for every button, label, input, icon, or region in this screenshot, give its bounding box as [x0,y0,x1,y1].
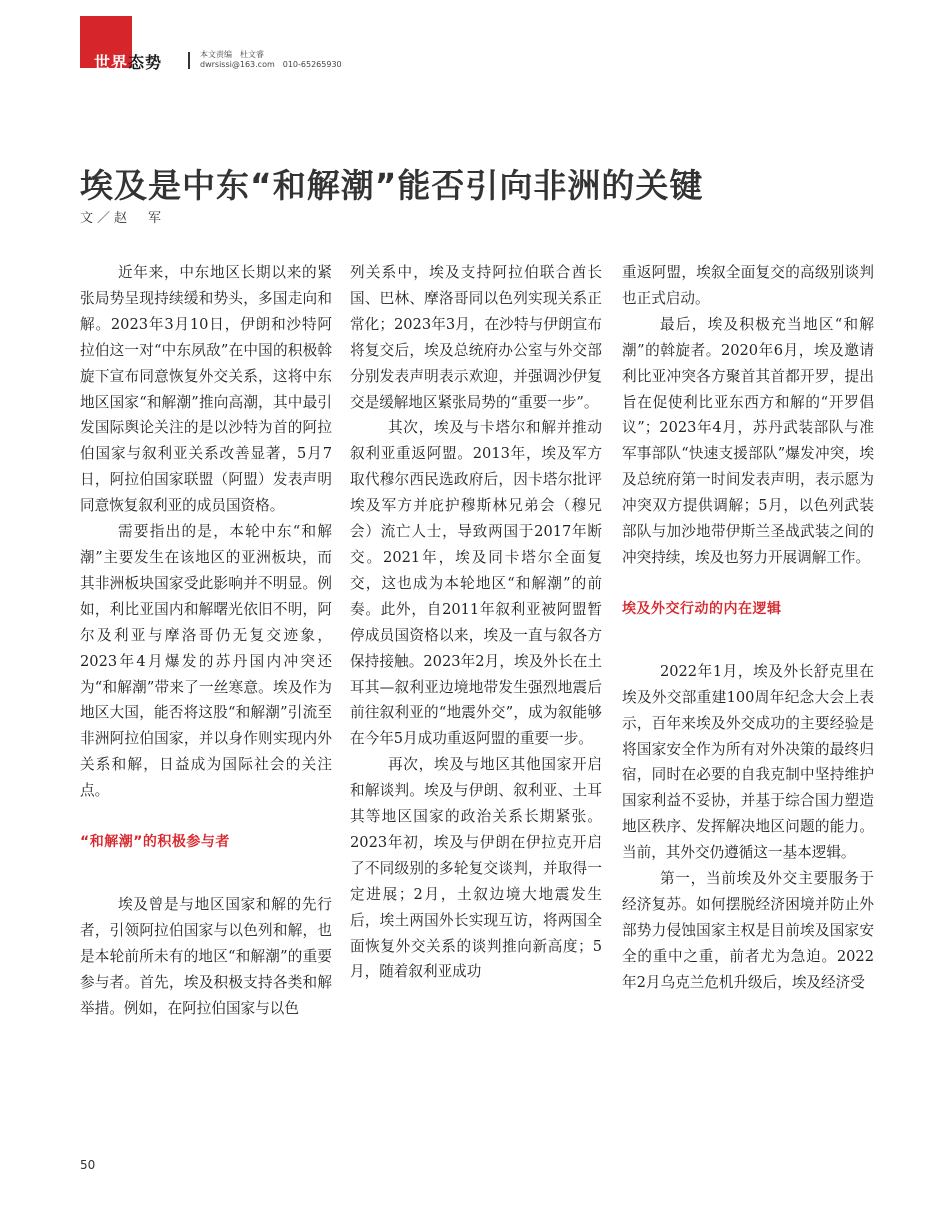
paragraph: 列关系中，埃及支持阿拉伯联合酋长国、巴林、摩洛哥同以色列实现关系正常化；2023年3月，在沙特与伊朗宣布将复交后，埃及总统府办公室与外交部分别发表声明表示欢迎，并强调沙伊复交是缓解地区紧张局势的“重要一步”。 [350,264,602,411]
paragraph: 需要指出的是，本轮中东“和解潮”主要发生在该地区的亚洲板块，而其非洲板块国家受此影响并不明显。例如，利比亚国内和解曙光依旧不明，阿尔及利亚与摩洛哥仍无复交迹象，2023年4月爆发的苏丹国内冲突还为“和解潮”带来了一丝寒意。埃及作为地区大国，能否将这股“和解潮”引流至非洲阿拉伯国家，并以身作则实现内外关系和解，日益成为国际社会的关注点。 [80,523,332,800]
paragraph: 2022年1月，埃及外长舒克里在埃及外交部重建100周年纪念大会上表示，百年来埃及外交成功的主要经验是将国家安全作为所有对外决策的最终归宿，同时在必要的自我克制中坚持维护国家利益不妥协，并基于综合国力塑造地区秩序、发挥解决地区问题的能力。当前，其外交仍遵循这一基本逻辑。 [622,662,874,862]
section-label-white: 世界 [94,53,129,72]
paragraph: 最后，埃及积极充当地区“和解潮”的斡旋者。2020年6月，埃及邀请利比亚冲突各方聚首其首都开罗，提出旨在促使利比亚东西方和解的“开罗倡议”；2023年4月，苏丹武装部队与准军事部队“快速支援部队”爆发冲突，埃及总统府第一时间发表声明，表示愿为冲突双方提供调解；5月，以色列武装部队与加沙地带伊斯兰圣战武装之间的冲突持续，埃及也努力开展调解工作。 [622,315,874,566]
article-column-1 [80,260,332,1021]
editor-info [200,50,342,70]
section-label-black: 态势 [128,53,163,72]
section-heading: 埃及外交行动的内在逻辑 [622,600,782,617]
page-number: 50 [80,1158,96,1172]
paragraph: 重返阿盟，埃叙全面复交的高级别谈判也正式启动。 [622,264,874,307]
editor-contact: dwrsissi@163.com 010-65265930 [200,60,342,69]
paragraph: 第一，当前埃及外交主要服务于经济复苏。如何摆脱经济困境并防止外部势力侵蚀国家主权是目前埃及国家安全的重中之重，前者尤为急迫。2022年2月乌克兰危机升级后，埃及经济受 [622,870,874,991]
paragraph: 近年来，中东地区长期以来的紧张局势呈现持续缓和势头，多国走向和解。2023年3月10日，伊朗和沙特阿拉伯这一对“中东夙敌”在中国的积极斡旋下宣布同意恢复外交关系，这将中东地区国家“和解潮”推向高潮，其中最引发国际舆论关注的是以沙特为首的阿拉伯国家与叙利亚关系改善显著，5月7日，阿拉伯国家联盟（阿盟）发表声明同意恢复叙利亚的成员国资格。 [80,264,332,515]
section-label [94,50,162,73]
article-column-2 [350,260,602,985]
paragraph: 再次，埃及与地区其他国家开启和解谈判。埃及与伊朗、叙利亚、土耳其等地区国家的政治关系长期紧张。2023年初，埃及与伊朗在伊拉克开启了不同级别的多轮复交谈判，并取得一定进展；2月，土叙边境大地震发生后，埃土两国外长实现互访，将两国全面恢复外交关系的谈判推向新高度；5月，随着叙利亚成功 [350,756,602,981]
editor-name: 本文责编 杜文睿 [200,50,264,59]
article-column-3 [622,260,874,996]
section-heading: “和解潮”的积极参与者 [80,834,230,851]
paragraph: 其次，埃及与卡塔尔和解并推动叙利亚重返阿盟。2013年，埃及军方取代穆尔西民选政府后，因卡塔尔批评埃及军方并庇护穆斯林兄弟会（穆兄会）流亡人士，导致两国于2017年断交。2021年，埃及同卡塔尔全面复交，这也成为本轮地区“和解潮”的前奏。此外，自2011年叙利亚被阿盟暂停成员国资格以来，埃及一直与叙各方保持接触。2023年2月，埃及外长在土耳其—叙利亚边境地带发生强烈地震后前往叙利亚的“地震外交”，成为叙能够在今年5月成功重返阿盟的重要一步。 [350,419,602,748]
paragraph: 埃及曾是与地区国家和解的先行者，引领阿拉伯国家与以色列和解，也是本轮前所未有的地区“和解潮”的重要参与者。首先，埃及积极支持各类和解举措。例如，在阿拉伯国家与以色 [80,895,332,1017]
header-divider [188,52,190,69]
article-byline: 文／赵 军 [80,211,166,226]
article-title: 埃及是中东“和解潮”能否引向非洲的关键 [80,166,704,205]
